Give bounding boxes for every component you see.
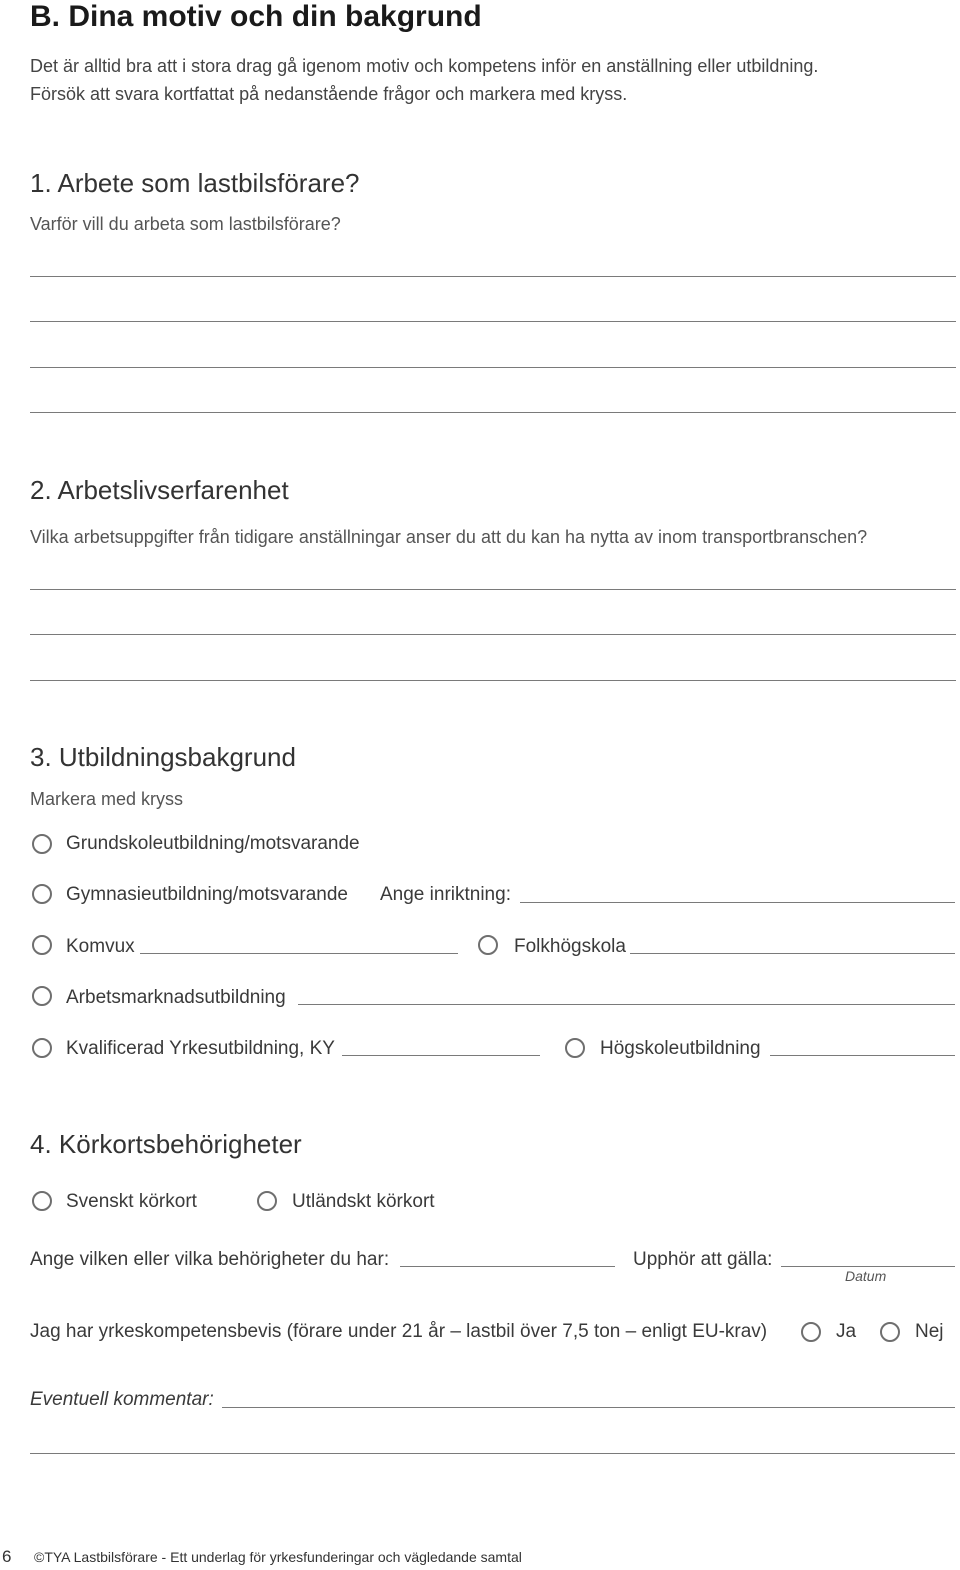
q1-answer-line-4[interactable] xyxy=(30,412,956,413)
ja-radio[interactable] xyxy=(801,1322,821,1342)
kommentar-line-1[interactable] xyxy=(222,1407,955,1408)
upphor-date-line[interactable] xyxy=(781,1266,955,1267)
q2-heading: 2. Arbetslivserfarenhet xyxy=(30,475,289,505)
hogskola-label: Högskoleutbildning xyxy=(600,1038,761,1059)
folkhogskola-radio[interactable] xyxy=(478,935,498,955)
hogskola-radio[interactable] xyxy=(565,1038,585,1058)
intro-line-1: Det är alltid bra att i stora drag gå igenom motiv och kompetens inför en anställning eller utbildning. xyxy=(30,56,819,76)
svenskt-korkort-radio[interactable] xyxy=(32,1191,52,1211)
komvux-label: Komvux xyxy=(66,936,135,957)
upphor-label: Upphör att gälla: xyxy=(633,1249,773,1270)
arbetsmarknad-line[interactable] xyxy=(298,1004,955,1005)
q1-answer-line-2[interactable] xyxy=(30,321,956,322)
page-number: 6 xyxy=(2,1547,12,1566)
komvux-radio[interactable] xyxy=(32,935,52,955)
arbetsmarknad-label: Arbetsmarknadsutbildning xyxy=(66,987,286,1008)
folkhogskola-label: Folkhögskola xyxy=(514,936,626,957)
behorigheter-label: Ange vilken eller vilka behörigheter du har: xyxy=(30,1249,390,1270)
q1-answer-line-3[interactable] xyxy=(30,367,956,368)
ky-label: Kvalificerad Yrkesutbildning, KY xyxy=(66,1038,335,1059)
nej-radio[interactable] xyxy=(880,1322,900,1342)
grundskola-label: Grundskoleutbildning/motsvarande xyxy=(66,833,360,854)
q1-answer-line-1[interactable] xyxy=(30,276,956,277)
nej-label: Nej xyxy=(915,1321,944,1342)
gymnasie-radio[interactable] xyxy=(32,884,52,904)
behorigheter-line[interactable] xyxy=(400,1266,615,1267)
inriktning-line[interactable] xyxy=(520,902,955,903)
intro-line-2: Försök att svara kortfattat på nedanstående frågor och markera med kryss. xyxy=(30,84,628,104)
ja-label: Ja xyxy=(836,1321,857,1342)
q3-instruction: Markera med kryss xyxy=(30,789,184,809)
kommentar-label: Eventuell kommentar: xyxy=(30,1389,214,1410)
q2-answer-line-2[interactable] xyxy=(30,634,956,635)
yrkeskompetens-label: Jag har yrkeskompetensbevis (förare under 21 år – lastbil över 7,5 ton – enligt EU-krav) xyxy=(30,1321,768,1342)
q1-heading: 1. Arbete som lastbilsförare? xyxy=(30,168,360,198)
gymnasie-label: Gymnasieutbildning/motsvarande xyxy=(66,884,348,905)
q2-answer-line-1[interactable] xyxy=(30,589,956,590)
folkhogskola-line[interactable] xyxy=(630,953,955,954)
komvux-line[interactable] xyxy=(140,953,458,954)
inriktning-label: Ange inriktning: xyxy=(380,884,511,905)
footer-text: ©TYA Lastbilsförare - Ett underlag för yrkesfunderingar och vägledande samtal xyxy=(34,1549,522,1565)
svenskt-korkort-label: Svenskt körkort xyxy=(66,1191,197,1212)
q2-question: Vilka arbetsuppgifter från tidigare anställningar anser du att du kan ha nytta av inom transportbranschen? xyxy=(30,527,868,547)
utlandskt-korkort-label: Utländskt körkort xyxy=(292,1191,435,1212)
ky-radio[interactable] xyxy=(32,1038,52,1058)
arbetsmarknad-radio[interactable] xyxy=(32,986,52,1006)
hogskola-line[interactable] xyxy=(770,1055,955,1056)
grundskola-radio[interactable] xyxy=(32,834,52,854)
utlandskt-korkort-radio[interactable] xyxy=(257,1191,277,1211)
q4-heading: 4. Körkortsbehörigheter xyxy=(30,1129,302,1159)
datum-caption: Datum xyxy=(845,1268,887,1284)
q3-heading: 3. Utbildningsbakgrund xyxy=(30,742,296,772)
q2-answer-line-3[interactable] xyxy=(30,680,956,681)
ky-line[interactable] xyxy=(342,1055,540,1056)
section-title: B. Dina motiv och din bakgrund xyxy=(30,0,482,33)
kommentar-line-2[interactable] xyxy=(30,1453,955,1454)
q1-question: Varför vill du arbeta som lastbilsförare? xyxy=(30,214,341,234)
